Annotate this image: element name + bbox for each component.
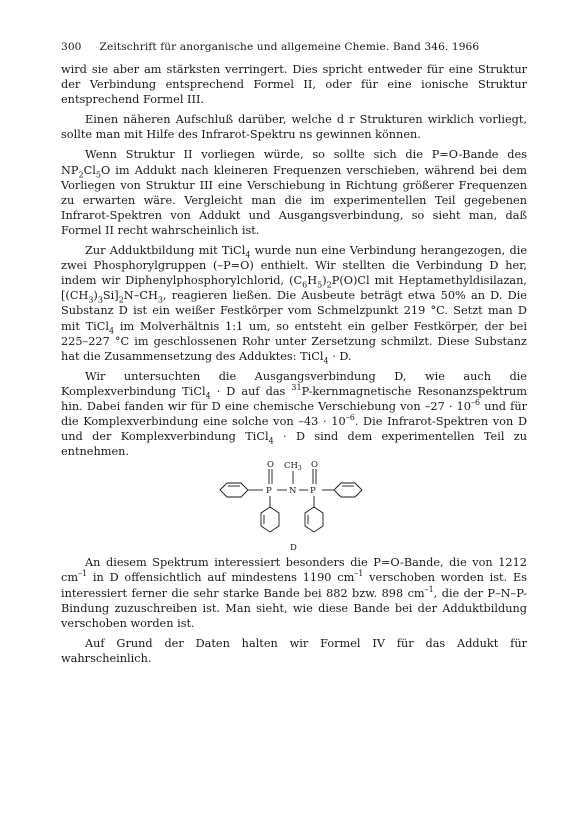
text-run: ) [93,289,98,303]
formula-drawing [61,459,527,555]
text-run: N–CH [123,289,158,303]
paragraph [61,243,527,364]
journal-page [61,40,527,666]
text-run: wurde nun eine Verbindung herangezogen, die zwei Phosphorylgruppen (–P=O) enthielt. Wir stellten die Verbindung D her, indem wir Diphenylphosphorylchlorid, (C [61,244,528,288]
text-run: · D. [328,349,352,363]
paragraph [61,147,527,238]
text-run: 2 [78,169,84,179]
journal-title: Zeitschrift für anorganische und allgemeine Chemie. Band 346. 1966 [99,41,480,53]
text-run: H [307,274,318,288]
text-run: 2 [326,280,332,290]
text-run: 3 [88,295,94,305]
text-run: 5 [317,280,323,290]
text-run: P(O)Cl mit Heptamethyldisilazan, [(CH [61,274,527,303]
running-header [61,40,527,62]
text-run: , reagieren ließen. Die Ausbeute beträgt etwa 50% an D. Die Substanz D ist ein weißer Festkörper vom Schmelzpunkt 219 °C. Setzt man D mit TiCl [61,289,527,333]
atom-ch3: $CH_3$ [284,461,302,473]
atom-n: N [289,486,297,497]
text-run: 3 [97,295,103,305]
text-run: · D sind dem experimentellen Teil zu entnehmen. [61,430,528,459]
text-run: , die der P–N–P-Bindung zuzuschreiben ist. Man sieht, wie diese Bande bei der Adduktbildung verschoben worden ist. [61,586,527,630]
text-run: 4 [268,436,274,446]
text-run: –1 [78,569,88,579]
text-run: O im Addukt nach kleineren Frequenzen verschieben, während bei dem Vorliegen von Struktur III eine Verschiebung in Richtung größerer Frequenzen zu erwarten wäre. Vergleicht man die im experimentellen Teil gegebenen Infrarot-Spektren von Addukt und Ausgangsverbindung, so sieht man, daß Formel II recht wahrscheinlich ist. [61,163,527,237]
text-run: ) [322,274,327,288]
paragraph [61,369,527,460]
phenyl-ring-left [220,483,248,497]
paragraph [61,112,527,142]
text-run: wird sie aber am stärksten verringert. Dies spricht entweder für eine Struktur der Verbindung entsprechend Formel II, oder für eine ionische Struktur entsprechend Formel III. [61,63,527,107]
text-run: 3 [157,295,163,305]
body-text-continued [61,555,527,666]
atom-o-left: O [267,460,274,471]
formula-label: D [290,543,297,554]
text-run: 5 [95,169,101,179]
atom-p-right: P [310,486,316,497]
text-run: Auf Grund der Daten halten wir Formel IV für das Addukt für wahrscheinlich. [61,636,527,665]
text-run: –1 [424,584,434,594]
atom-o-right: O [311,460,318,471]
body-text [61,62,527,459]
text-run: Cl [83,163,96,177]
phenyl-ring-right [334,483,362,497]
paragraph [61,62,527,107]
text-run: Zur Adduktbildung mit TiCl [85,244,246,258]
text-run: P-kernmagnetische Resonanzspektrum hin. Dabei fanden wir für D eine chemische Verschiebung von –27 · 10 [61,384,527,413]
paragraph [61,555,527,630]
text-run: verschoben worden ist. Es interessiert ferner die sehr starke Bande bei 882 bzw. 898 cm [61,571,527,600]
text-run: · D auf das [210,384,292,398]
text-run: und für die Komplexverbindung eine solche von –43 · 10 [61,399,528,429]
text-run: in D offensichtlich auf mindestens 1190 cm [87,571,355,585]
text-run: 4 [109,325,115,335]
text-run: Wir untersuchten die Ausgangsverbindung D, wie auch die Komplexverbindung TiCl [61,369,527,398]
text-run: im Molverhältnis 1:1 um, so entsteht ein gelber Festkörper, der bei 225–227 °C im geschlossenen Rohr unter Zersetzung schmilzt. Diese Substanz hat die Zusammensetzung des Adduktes: TiCl [61,319,527,363]
text-run: Wenn Struktur II vorliegen würde, so sollte sich die P=O-Bande des NP [61,148,527,177]
paragraph [61,636,527,666]
text-run: 4 [245,250,251,260]
text-run: An diesem Spektrum interessiert besonders die P=O-Bande, die von 1212 cm [61,556,527,585]
page-number: 300 [61,41,82,53]
structural-formula-d [61,459,527,555]
text-run: 4 [323,355,329,365]
text-run: . Die Infrarot-Spektren von D und der Komplexverbindung TiCl [61,415,527,444]
text-run: 31 [291,383,302,393]
text-run: 2 [118,295,124,305]
text-run: 4 [205,391,211,401]
text-run: Einen näheren Aufschluß darüber, welche d r Strukturen wirklich vorliegt, sollte man mit Hilfe des Infrarot-Spektru ns gewinnen können. [61,113,527,142]
text-run: –6 [345,413,355,423]
atom-p-left: P [266,486,272,497]
text-run: –1 [354,569,364,579]
text-run: 6 [302,280,308,290]
text-run: Si] [102,289,119,303]
text-run: –6 [471,398,481,408]
